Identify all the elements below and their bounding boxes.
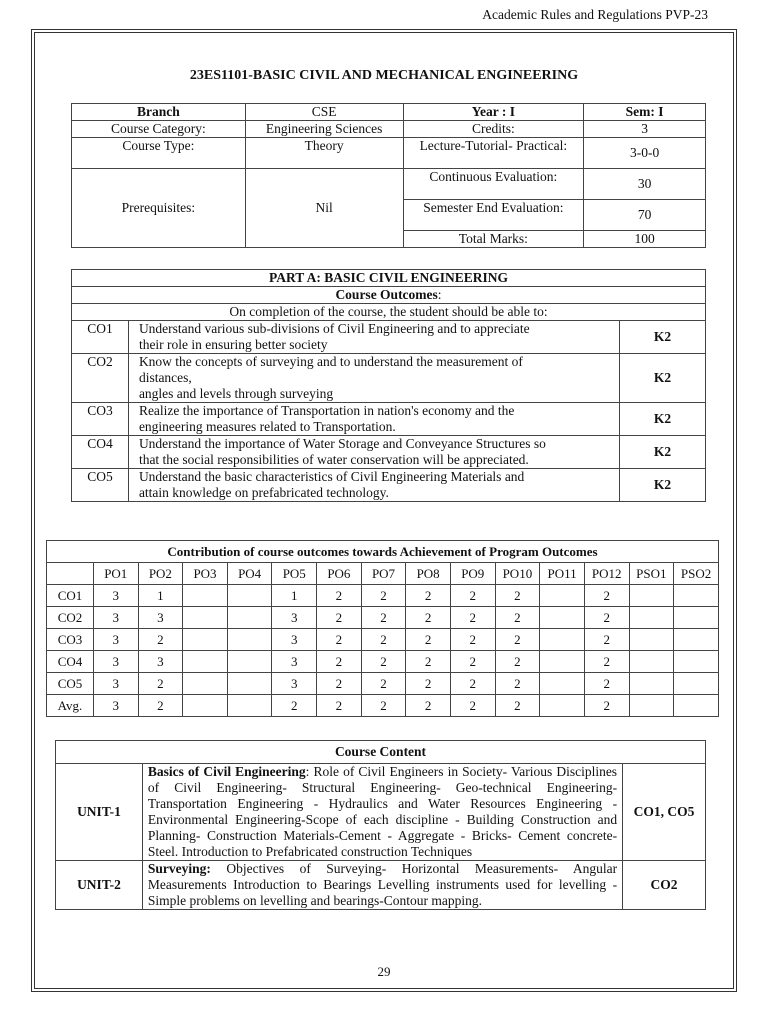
co-description-line: Realize the importance of Transportation in nation's economy and the <box>138 403 515 418</box>
co-description-line: engineering measures related to Transportation. <box>138 419 396 434</box>
co-description-line: that the social responsibilities of water conservation will be appreciated. <box>138 452 529 467</box>
credits-value: 3 <box>584 121 706 138</box>
matrix-cell: 2 <box>406 673 451 695</box>
matrix-row <box>47 629 719 651</box>
co-knowledge-level: K2 <box>620 436 706 469</box>
unit-description <box>142 861 622 910</box>
matrix-cell: 3 <box>93 695 138 717</box>
matrix-column-header: PO9 <box>450 563 495 585</box>
matrix-cell <box>540 629 585 651</box>
matrix-cell: 2 <box>272 695 317 717</box>
matrix-row <box>47 673 719 695</box>
matrix-cell <box>629 651 674 673</box>
co-description-line: Know the concepts of surveying and to understand the measurement of <box>138 354 523 369</box>
matrix-cell <box>674 651 719 673</box>
matrix-cell: 2 <box>450 629 495 651</box>
co-description-line: attain knowledge on prefabricated technology. <box>138 485 389 500</box>
unit-label: UNIT-2 <box>56 861 143 910</box>
co-description-line: angles and levels through surveying <box>138 386 334 401</box>
matrix-cell: 2 <box>495 607 540 629</box>
co-code: CO1 <box>72 321 129 354</box>
co-description <box>128 354 619 403</box>
co-description-line: Understand the importance of Water Storage and Conveyance Structures so <box>138 436 546 451</box>
matrix-heading: Contribution of course outcomes towards Achievement of Program Outcomes <box>47 541 719 563</box>
prereq-label: Prerequisites: <box>72 169 246 248</box>
matrix-column-header: PO2 <box>138 563 183 585</box>
matrix-column-header: PO7 <box>361 563 406 585</box>
course-content-heading: Course Content <box>56 741 706 764</box>
matrix-cell: 2 <box>584 585 629 607</box>
matrix-cell: 3 <box>138 607 183 629</box>
matrix-cell: 2 <box>317 695 362 717</box>
total-value: 100 <box>584 231 706 248</box>
matrix-cell: 2 <box>584 651 629 673</box>
co-code: CO2 <box>72 354 129 403</box>
matrix-cell: 2 <box>406 651 451 673</box>
matrix-cell: 2 <box>138 695 183 717</box>
credits-label: Credits: <box>403 121 584 138</box>
matrix-cell: 2 <box>406 629 451 651</box>
matrix-cell <box>227 607 272 629</box>
ce-label: Continuous Evaluation: <box>403 169 584 200</box>
matrix-cell <box>540 607 585 629</box>
matrix-cell: 2 <box>450 585 495 607</box>
see-label: Semester End Evaluation: <box>403 200 584 231</box>
unit-topic-body: Objectives of Surveying- Horizontal Measurements- Angular Measurements Introduction to Bearings Levelling instruments used for levelling -Simple problems on levelling and bearings-Contour mapping. <box>147 861 618 908</box>
matrix-cell <box>183 607 228 629</box>
matrix-cell: 2 <box>361 695 406 717</box>
matrix-cell <box>674 673 719 695</box>
matrix-cell: 3 <box>93 629 138 651</box>
co-code: CO5 <box>72 469 129 502</box>
matrix-column-header: PO8 <box>406 563 451 585</box>
branch-value: CSE <box>245 104 403 121</box>
matrix-cell: 2 <box>317 673 362 695</box>
matrix-cell <box>629 695 674 717</box>
matrix-row-label: CO4 <box>47 651 94 673</box>
matrix-cell <box>183 651 228 673</box>
matrix-cell: 2 <box>495 629 540 651</box>
matrix-cell: 2 <box>406 607 451 629</box>
unit-row <box>56 764 706 861</box>
matrix-cell <box>674 629 719 651</box>
co-code: CO4 <box>72 436 129 469</box>
matrix-cell: 2 <box>361 673 406 695</box>
matrix-cell: 3 <box>93 585 138 607</box>
unit-row <box>56 861 706 910</box>
matrix-row <box>47 695 719 717</box>
matrix-cell: 2 <box>361 651 406 673</box>
matrix-cell: 2 <box>584 695 629 717</box>
matrix-cell: 2 <box>138 673 183 695</box>
course-outcome-row <box>72 354 706 403</box>
document-header: Academic Rules and Regulations PVP-23 <box>482 7 708 22</box>
total-label: Total Marks: <box>403 231 584 248</box>
matrix-cell: 2 <box>317 629 362 651</box>
matrix-row-label: CO2 <box>47 607 94 629</box>
matrix-cell: 2 <box>584 607 629 629</box>
matrix-column-header: PO5 <box>272 563 317 585</box>
matrix-row <box>47 651 719 673</box>
matrix-cell: 3 <box>93 607 138 629</box>
matrix-cell: 2 <box>495 695 540 717</box>
matrix-cell: 3 <box>272 673 317 695</box>
co-knowledge-level: K2 <box>620 469 706 502</box>
matrix-column-header: PO10 <box>495 563 540 585</box>
matrix-cell: 2 <box>317 607 362 629</box>
matrix-cell: 3 <box>272 629 317 651</box>
co-code: CO3 <box>72 403 129 436</box>
matrix-cell: 2 <box>450 651 495 673</box>
matrix-cell: 2 <box>450 607 495 629</box>
matrix-cell: 2 <box>138 629 183 651</box>
matrix-row <box>47 607 719 629</box>
unit-title-separator: : <box>305 764 314 779</box>
matrix-cell <box>629 629 674 651</box>
prereq-value: Nil <box>245 169 403 248</box>
category-label: Course Category: <box>72 121 246 138</box>
unit-topic-body: Role of Civil Engineers in Society- Various Disciplines of Civil Engineering- Structural Engineering- Geo-technical Engineering- Transportation Engineering - Hydraulics and Water Resources Engineering - Environmental Engineering-Scope of each discipline - Building Construction and Planning- Construction Materials-Cement - Aggregate - Bricks- Cement concrete- Steel. Introduction to Prefabricated construction Techniques <box>147 764 618 859</box>
matrix-cell <box>227 585 272 607</box>
matrix-column-header: PSO1 <box>629 563 674 585</box>
matrix-cell: 2 <box>495 651 540 673</box>
matrix-column-header: PO6 <box>317 563 362 585</box>
matrix-cell: 2 <box>450 673 495 695</box>
co-description <box>128 403 619 436</box>
matrix-cell: 2 <box>406 585 451 607</box>
course-outcome-row <box>72 436 706 469</box>
matrix-cell <box>227 651 272 673</box>
co-description-line: Understand various sub-divisions of Civil Engineering and to appreciate <box>138 321 530 336</box>
matrix-cell: 3 <box>138 651 183 673</box>
matrix-cell: 2 <box>495 673 540 695</box>
matrix-column-header: PO3 <box>183 563 228 585</box>
matrix-cell: 2 <box>584 673 629 695</box>
co-description-line: their role in ensuring better society <box>138 337 328 352</box>
ltp-label: Lecture-Tutorial- Practical: <box>403 138 584 169</box>
matrix-column-header: PO12 <box>584 563 629 585</box>
co-description <box>128 436 619 469</box>
co-description-line: distances, <box>138 370 192 385</box>
course-info-table <box>71 103 706 248</box>
matrix-row <box>47 585 719 607</box>
matrix-cell: 2 <box>495 585 540 607</box>
co-description <box>128 321 619 354</box>
matrix-cell: 3 <box>93 651 138 673</box>
ce-value: 30 <box>584 169 706 200</box>
matrix-corner <box>47 563 94 585</box>
matrix-row-label: Avg. <box>47 695 94 717</box>
matrix-cell <box>183 695 228 717</box>
unit-description <box>142 764 622 861</box>
unit-topic-title: Surveying: <box>147 861 211 876</box>
matrix-cell <box>183 673 228 695</box>
unit-course-outcomes: CO2 <box>623 861 706 910</box>
matrix-cell <box>629 585 674 607</box>
matrix-cell: 1 <box>138 585 183 607</box>
matrix-cell: 2 <box>450 695 495 717</box>
course-outcome-row <box>72 469 706 502</box>
course-outcomes-heading: Course Outcomes: <box>72 287 706 304</box>
year-label: Year : I <box>403 104 584 121</box>
co-knowledge-level: K2 <box>620 321 706 354</box>
matrix-cell <box>540 651 585 673</box>
part-a-heading: PART A: BASIC CIVIL ENGINEERING <box>72 270 706 287</box>
matrix-cell: 3 <box>93 673 138 695</box>
matrix-column-header: PO1 <box>93 563 138 585</box>
unit-course-outcomes: CO1, CO5 <box>623 764 706 861</box>
matrix-cell <box>540 695 585 717</box>
matrix-cell <box>227 673 272 695</box>
matrix-cell <box>227 629 272 651</box>
matrix-cell <box>674 585 719 607</box>
course-outcomes-table <box>71 269 706 502</box>
matrix-column-header: PSO2 <box>674 563 719 585</box>
matrix-cell <box>629 607 674 629</box>
unit-title-separator <box>211 861 226 876</box>
matrix-cell: 1 <box>272 585 317 607</box>
matrix-cell: 2 <box>317 585 362 607</box>
matrix-cell: 2 <box>406 695 451 717</box>
course-title: 23ES1101-BASIC CIVIL AND MECHANICAL ENGINEERING <box>189 68 579 83</box>
matrix-cell <box>674 695 719 717</box>
matrix-cell <box>540 673 585 695</box>
matrix-cell <box>629 673 674 695</box>
course-outcome-row <box>72 403 706 436</box>
type-label: Course Type: <box>72 138 246 169</box>
matrix-row-label: CO3 <box>47 629 94 651</box>
matrix-cell <box>227 695 272 717</box>
matrix-cell: 2 <box>361 629 406 651</box>
course-content-table <box>55 740 706 910</box>
see-value: 70 <box>584 200 706 231</box>
unit-label: UNIT-1 <box>56 764 143 861</box>
co-description <box>128 469 619 502</box>
matrix-row-label: CO5 <box>47 673 94 695</box>
page-number: 29 <box>377 964 391 979</box>
matrix-cell: 2 <box>361 585 406 607</box>
matrix-column-header: PO4 <box>227 563 272 585</box>
matrix-cell: 2 <box>317 651 362 673</box>
matrix-cell: 3 <box>272 607 317 629</box>
co-knowledge-level: K2 <box>620 354 706 403</box>
matrix-row-label: CO1 <box>47 585 94 607</box>
matrix-cell: 2 <box>361 607 406 629</box>
matrix-cell <box>183 629 228 651</box>
matrix-cell <box>183 585 228 607</box>
outcomes-intro: On completion of the course, the student should be able to: <box>72 304 706 321</box>
course-outcome-row <box>72 321 706 354</box>
category-value: Engineering Sciences <box>245 121 403 138</box>
matrix-cell: 3 <box>272 651 317 673</box>
co-po-matrix <box>46 540 719 717</box>
co-knowledge-level: K2 <box>620 403 706 436</box>
matrix-column-header: PO11 <box>540 563 585 585</box>
matrix-cell <box>674 607 719 629</box>
type-value: Theory <box>245 138 403 169</box>
unit-topic-title: Basics of Civil Engineering <box>147 764 306 779</box>
sem-label: Sem: I <box>584 104 706 121</box>
matrix-cell <box>540 585 585 607</box>
matrix-cell: 2 <box>584 629 629 651</box>
co-description-line: Understand the basic characteristics of Civil Engineering Materials and <box>138 469 525 484</box>
branch-label: Branch <box>72 104 246 121</box>
ltp-value: 3-0-0 <box>584 138 706 169</box>
